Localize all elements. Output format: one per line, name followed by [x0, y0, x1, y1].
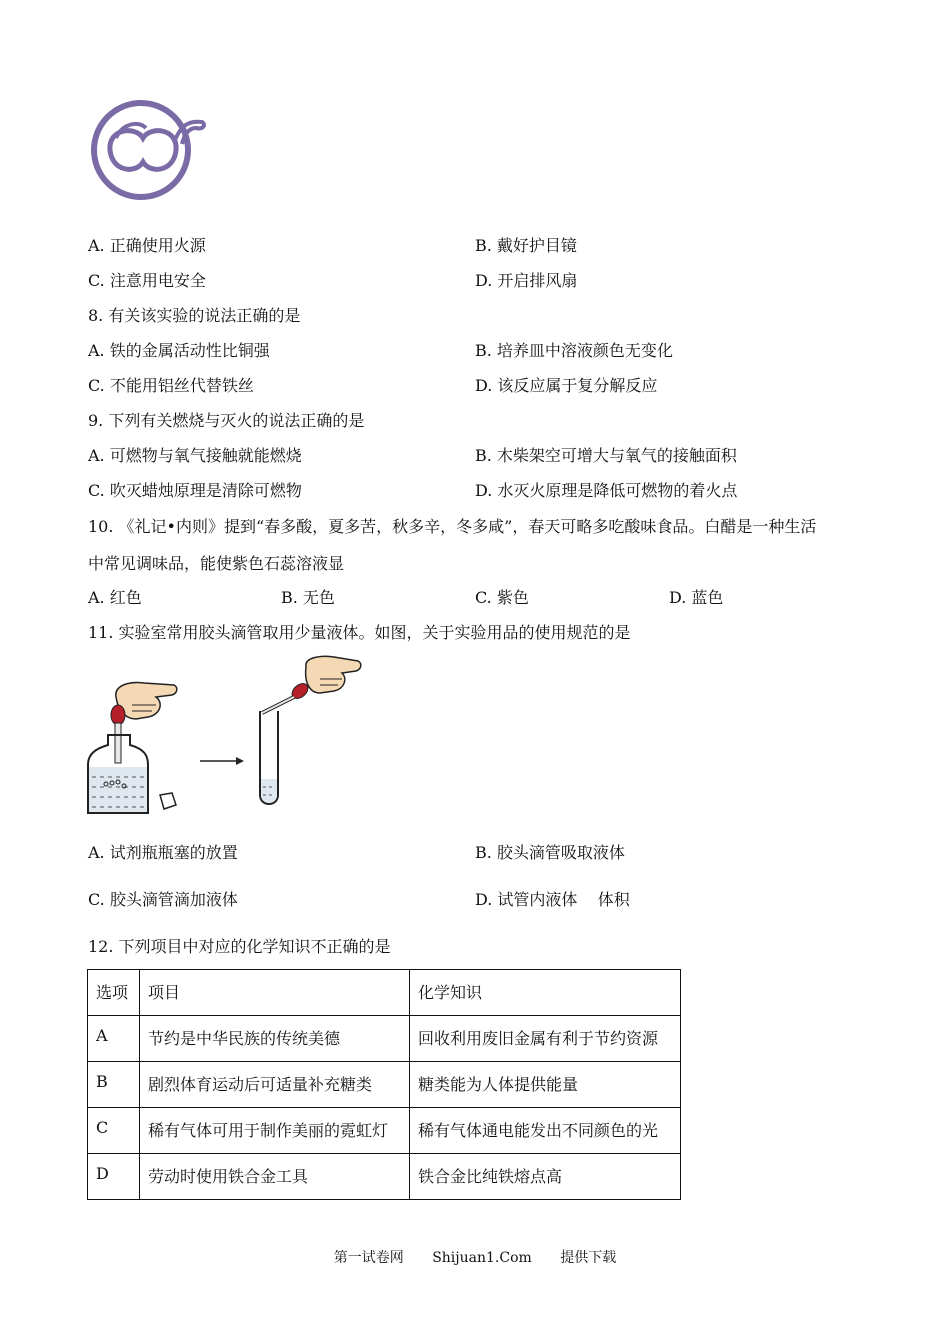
q12-stem: 12. 下列项目中对应的化学知识不正确的是 [88, 937, 391, 956]
chemistry-knowledge-table [87, 969, 681, 1200]
table-header-cell: 选项 [88, 970, 140, 1016]
table-row [88, 1062, 681, 1108]
footer-download-text: 提供下载 [560, 1250, 617, 1266]
q8-option-b: B. 培养皿中溶液颜色无变化 [475, 341, 673, 360]
q7-option-a: A. 正确使用火源 [88, 236, 206, 255]
q8-option-a: A. 铁的金属活动性比铜强 [88, 341, 270, 360]
table-header-cell: 项目 [140, 970, 410, 1016]
q10-option-b: B. 无色 [281, 588, 335, 607]
table-cell: 节约是中华民族的传统美德 [140, 1016, 410, 1062]
q11-option-b: B. 胶头滴管吸取液体 [475, 843, 625, 862]
q9-option-c: C. 吹灭蜡烛原理是清除可燃物 [88, 481, 302, 500]
table-row [88, 1154, 681, 1200]
table-cell: 稀有气体可用于制作美丽的霓虹灯 [140, 1108, 410, 1154]
dropper-experiment-illustration [86, 655, 366, 817]
q8-stem: 8. 有关该实验的说法正确的是 [88, 306, 301, 325]
q8-option-c: C. 不能用铝丝代替铁丝 [88, 376, 254, 395]
table-row [88, 1016, 681, 1062]
q11-option-c: C. 胶头滴管滴加液体 [88, 890, 238, 909]
footer-site-url[interactable]: Shijuan1.Com [432, 1250, 532, 1266]
table-cell: C [88, 1108, 140, 1154]
q10-option-c: C. 紫色 [475, 588, 529, 607]
table-cell: A [88, 1016, 140, 1062]
table-cell: 稀有气体通电能发出不同颜色的光 [410, 1108, 681, 1154]
page-footer [0, 1247, 950, 1267]
q7-option-c: C. 注意用电安全 [88, 271, 206, 290]
q11-stem: 11. 实验室常用胶头滴管取用少量液体。如图，关于实验用品的使用规范的是 [88, 623, 631, 642]
q11-option-a: A. 试剂瓶瓶塞的放置 [88, 843, 238, 862]
q9-option-d: D. 水灭火原理是降低可燃物的着火点 [475, 481, 738, 500]
q10-option-a: A. 红色 [88, 588, 142, 607]
table-header-row [88, 970, 681, 1016]
table-cell: D [88, 1154, 140, 1200]
table-cell: 铁合金比纯铁熔点高 [410, 1154, 681, 1200]
q7-option-d: D. 开启排风扇 [475, 271, 578, 290]
table-row [88, 1108, 681, 1154]
q8-option-d: D. 该反应属于复分解反应 [475, 376, 658, 395]
table-cell: 糖类能为人体提供能量 [410, 1062, 681, 1108]
q10-stem-line2: 中常见调味品，能使紫色石蕊溶液显 [88, 554, 345, 573]
footer-site-name: 第一试卷网 [333, 1250, 404, 1266]
q11-option-d: D. 试管内液体 体积 [475, 890, 630, 909]
q7-option-b: B. 戴好护目镜 [475, 236, 577, 255]
goggles-icon [88, 98, 210, 204]
q9-option-b: B. 木柴架空可增大与氧气的接触面积 [475, 446, 737, 465]
q10-stem-line1: 10. 《礼记•内则》提到“春多酸，夏多苦，秋多辛，冬多咸”，春天可略多吃酸味食品。白醋是一种生活 [88, 517, 817, 536]
table-cell: 回收利用废旧金属有利于节约资源 [410, 1016, 681, 1062]
table-cell: B [88, 1062, 140, 1108]
q9-option-a: A. 可燃物与氧气接触就能燃烧 [88, 446, 302, 465]
q9-stem: 9. 下列有关燃烧与灭火的说法正确的是 [88, 411, 365, 430]
table-cell: 剧烈体育运动后可适量补充糖类 [140, 1062, 410, 1108]
q10-option-d: D. 蓝色 [669, 588, 724, 607]
table-header-cell: 化学知识 [410, 970, 681, 1016]
table-cell: 劳动时使用铁合金工具 [140, 1154, 410, 1200]
